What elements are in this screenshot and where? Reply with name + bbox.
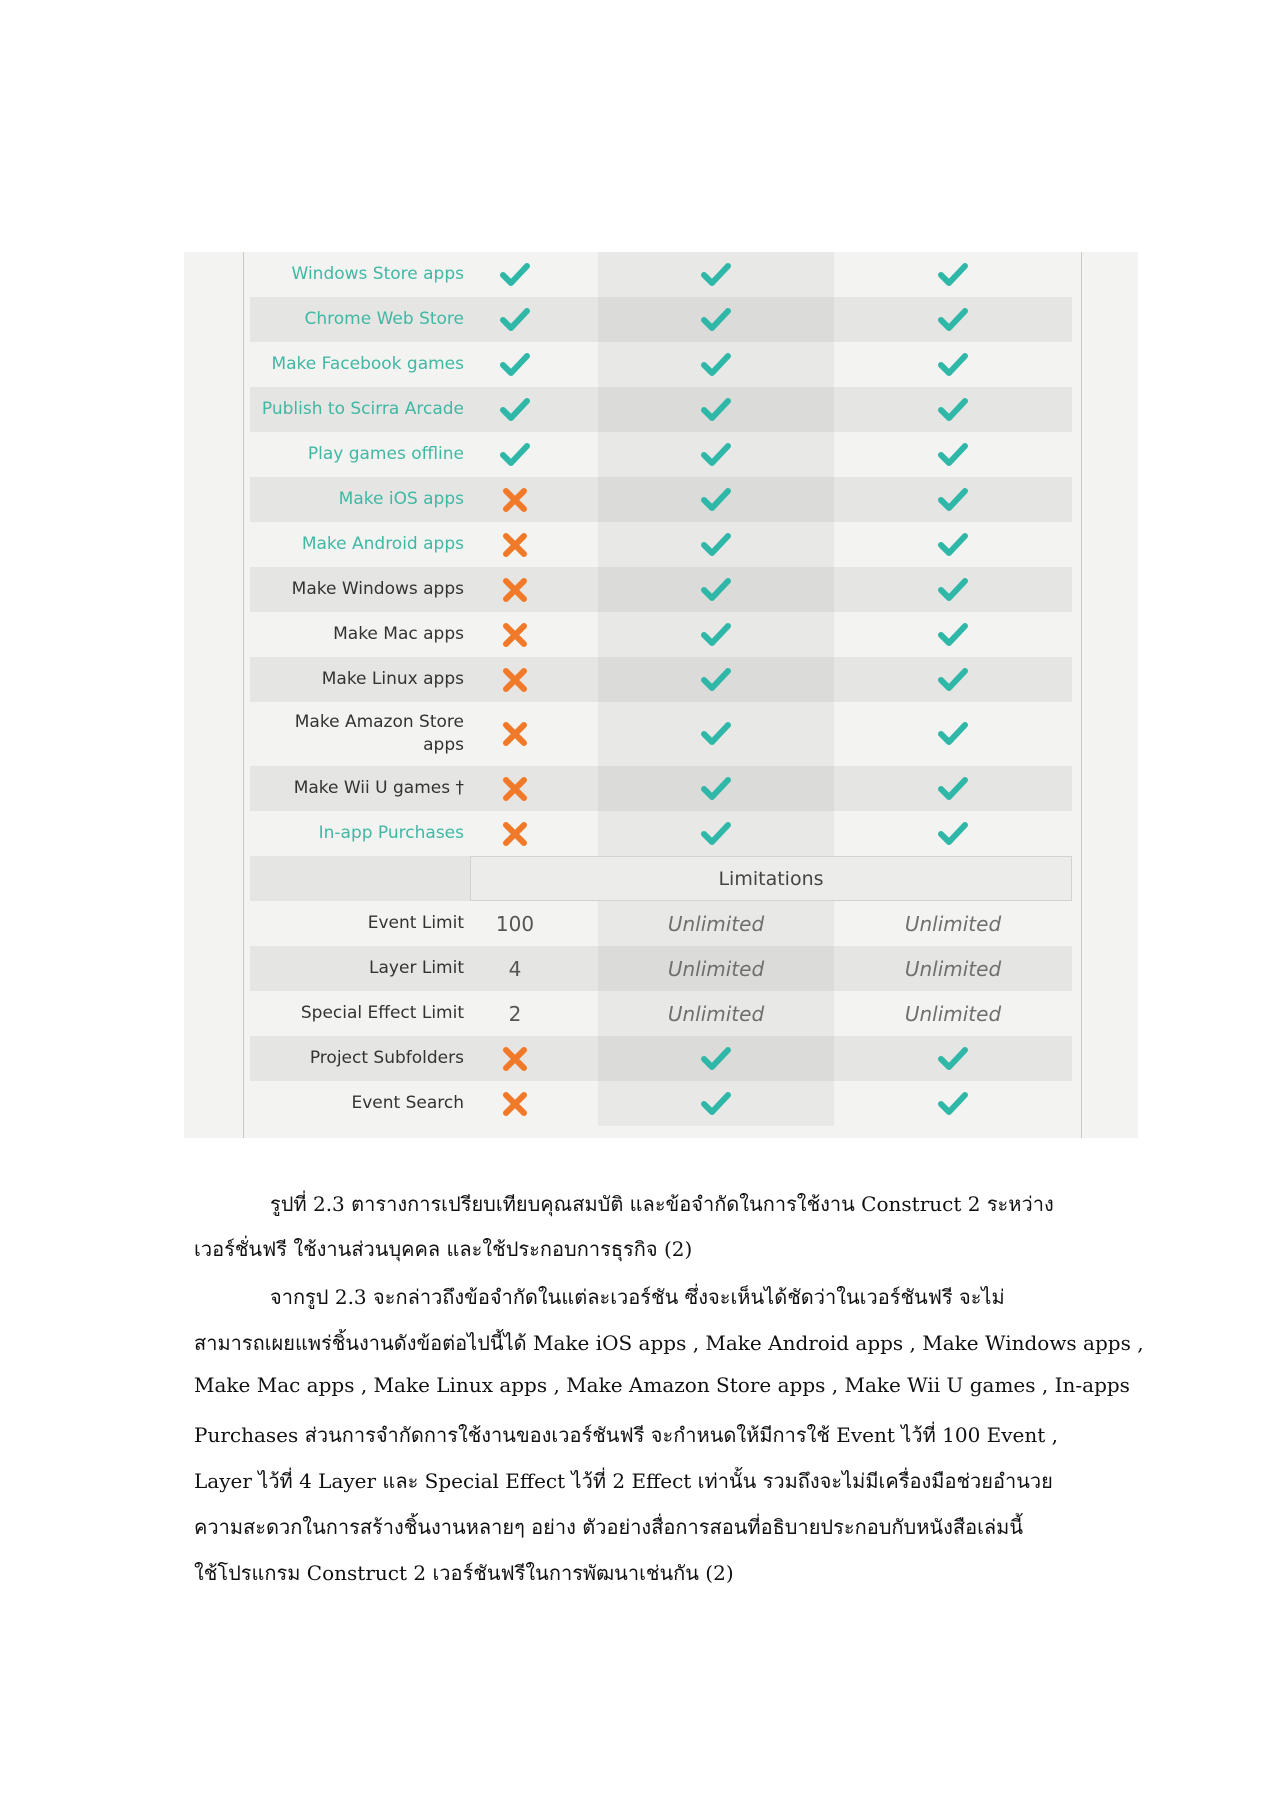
feature-cell-check (598, 1081, 834, 1126)
checkmark-icon (701, 397, 731, 423)
paragraph-line: สามารถเผยแพร่ชิ้นงานดังข้อต่อไปนี้ได้ Make iOS apps , Make Android apps , Make Windows apps , (194, 1331, 1144, 1355)
cross-icon (500, 1091, 530, 1117)
checkmark-icon (938, 821, 968, 847)
feature-cell-cross (488, 811, 542, 856)
feature-row (250, 522, 1072, 567)
feature-cell-cross (488, 567, 542, 612)
checkmark-icon (938, 1091, 968, 1117)
feature-cell-check (488, 387, 542, 432)
feature-cell-cross (488, 522, 542, 567)
feature-cell-check (834, 702, 1072, 766)
checkmark-icon (938, 532, 968, 558)
feature-cell-value: Unlimited (667, 956, 765, 981)
checkmark-icon (500, 352, 530, 378)
feature-label: Make Linux apps (321, 669, 464, 689)
feature-cell-check (834, 657, 1072, 702)
checkmark-icon (701, 776, 731, 802)
feature-cell-check (834, 567, 1072, 612)
paragraph-line: Layer ไว้ที่ 4 Layer และ Special Effect ไว้ที่ 2 Effect เท่านั้น รวมถึงจะไม่มีเครื่องมือช่วยอำนวย (194, 1469, 1053, 1493)
paragraph-line: ความสะดวกในการสร้างชิ้นงานหลายๆ อย่าง ตัวอย่างสื่อการสอนที่อธิบายประกอบกับหนังสือเล่มนี้ (194, 1515, 1024, 1539)
cross-icon (500, 667, 530, 693)
feature-cell-check (488, 252, 542, 297)
checkmark-icon (701, 442, 731, 468)
checkmark-icon (701, 622, 731, 648)
feature-cell-value: 2 (508, 1001, 522, 1026)
cross-icon (500, 821, 530, 847)
checkmark-icon (701, 577, 731, 603)
feature-cell (834, 901, 1072, 946)
feature-row (250, 612, 1072, 657)
feature-cell-check (598, 252, 834, 297)
checkmark-icon (938, 776, 968, 802)
cross-icon (500, 487, 530, 513)
checkmark-icon (701, 352, 731, 378)
feature-row (250, 1036, 1072, 1081)
feature-row (250, 991, 1072, 1036)
feature-cell-check (598, 811, 834, 856)
checkmark-icon (938, 352, 968, 378)
feature-label: Event Search (351, 1093, 464, 1113)
feature-cell-value: Unlimited (904, 956, 1002, 981)
feature-label: Make Facebook games (271, 354, 464, 374)
checkmark-icon (701, 532, 731, 558)
feature-cell-cross (488, 1036, 542, 1081)
feature-cell-check (488, 342, 542, 387)
limitations-header: Limitations (470, 856, 1072, 901)
feature-cell-check (598, 297, 834, 342)
feature-row (250, 657, 1072, 702)
cross-icon (500, 721, 530, 747)
feature-cell-cross (488, 1081, 542, 1126)
feature-cell-check (834, 387, 1072, 432)
checkmark-icon (938, 667, 968, 693)
feature-row (250, 1081, 1072, 1126)
feature-cell-check (488, 432, 542, 477)
feature-cell-check (598, 342, 834, 387)
feature-label: Event Limit (367, 913, 464, 933)
feature-cell-cross (488, 657, 542, 702)
feature-row (250, 702, 1072, 766)
cross-icon (500, 622, 530, 648)
feature-cell (834, 991, 1072, 1036)
feature-row (250, 342, 1072, 387)
feature-cell-check (598, 567, 834, 612)
feature-cell-check (834, 1036, 1072, 1081)
feature-cell (598, 991, 834, 1036)
feature-row (250, 766, 1072, 811)
feature-cell-check (834, 1081, 1072, 1126)
feature-label: Make Android apps (301, 534, 464, 554)
cross-icon (500, 1046, 530, 1072)
feature-cell-check (598, 432, 834, 477)
feature-cell-value: Unlimited (667, 911, 765, 936)
checkmark-icon (938, 622, 968, 648)
checkmark-icon (701, 721, 731, 747)
feature-cell-check (834, 297, 1072, 342)
feature-label: Play games offline (307, 444, 464, 464)
checkmark-icon (938, 577, 968, 603)
feature-label: Make iOS apps (338, 489, 464, 509)
cross-icon (500, 577, 530, 603)
feature-label: Chrome Web Store (304, 309, 464, 329)
checkmark-icon (701, 1091, 731, 1117)
feature-row (250, 901, 1072, 946)
checkmark-icon (938, 1046, 968, 1072)
feature-cell-check (598, 702, 834, 766)
feature-cell-cross (488, 612, 542, 657)
paragraph-line: Purchases ส่วนการจำกัดการใช้งานของเวอร์ชันฟรี จะกำหนดให้มีการใช้ Event ไว้ที่ 100 Event , (194, 1423, 1059, 1447)
feature-cell-check (598, 1036, 834, 1081)
feature-cell-value: Unlimited (904, 911, 1002, 936)
checkmark-icon (701, 487, 731, 513)
feature-cell-value: 100 (495, 911, 535, 936)
checkmark-icon (500, 262, 530, 288)
feature-cell-check (834, 477, 1072, 522)
feature-label: In-app Purchases (318, 823, 464, 843)
feature-row (250, 432, 1072, 477)
checkmark-icon (500, 442, 530, 468)
checkmark-icon (500, 397, 530, 423)
feature-cell-check (834, 766, 1072, 811)
checkmark-icon (938, 262, 968, 288)
feature-cell-value: Unlimited (904, 1001, 1002, 1026)
feature-cell-check (598, 766, 834, 811)
feature-row (250, 252, 1072, 297)
checkmark-icon (938, 442, 968, 468)
feature-label: Make Wii U games † (293, 778, 464, 798)
cross-icon (500, 532, 530, 558)
cross-icon (500, 776, 530, 802)
checkmark-icon (938, 721, 968, 747)
limitations-header-row (250, 856, 1072, 901)
feature-cell-check (834, 432, 1072, 477)
paragraph-line: Make Mac apps , Make Linux apps , Make Amazon Store apps , Make Wii U games , In-apps (194, 1373, 1130, 1397)
feature-label: Make Amazon Store apps (294, 712, 464, 755)
feature-row (250, 567, 1072, 612)
feature-table (250, 252, 1072, 1126)
feature-label: Special Effect Limit (300, 1003, 464, 1023)
paragraph-line: ใช้โปรแกรม Construct 2 เวอร์ชันฟรีในการพัฒนาเช่นกัน (2) (194, 1561, 734, 1585)
feature-cell-check (598, 657, 834, 702)
feature-cell-check (598, 612, 834, 657)
feature-cell-check (598, 477, 834, 522)
feature-cell-cross (488, 477, 542, 522)
feature-comparison-figure (184, 252, 1138, 1138)
caption-line-2: เวอร์ชั่นฟรี ใช้งานส่วนบุคคล และใช้ประกอบการธุรกิจ (2) (194, 1237, 693, 1261)
feature-cell-check (834, 252, 1072, 297)
table-border-right (1081, 252, 1082, 1138)
paragraph-line: จากรูป 2.3 จะกล่าวถึงข้อจำกัดในแต่ละเวอร์ชัน ซึ่งจะเห็นได้ชัดว่าในเวอร์ชันฟรี จะไม่ (270, 1285, 1005, 1309)
feature-cell-value: Unlimited (667, 1001, 765, 1026)
feature-cell-check (834, 612, 1072, 657)
feature-row (250, 387, 1072, 432)
feature-cell (598, 946, 834, 991)
feature-row (250, 477, 1072, 522)
feature-cell-check (834, 811, 1072, 856)
checkmark-icon (938, 487, 968, 513)
feature-label: Layer Limit (369, 958, 464, 978)
feature-label: Make Mac apps (333, 624, 464, 644)
feature-cell-check (488, 297, 542, 342)
feature-label: Publish to Scirra Arcade (261, 399, 464, 419)
checkmark-icon (938, 307, 968, 333)
feature-cell (488, 946, 542, 991)
feature-cell-cross (488, 766, 542, 811)
checkmark-icon (500, 307, 530, 333)
feature-cell (488, 901, 542, 946)
feature-cell (834, 946, 1072, 991)
checkmark-icon (938, 397, 968, 423)
feature-cell-check (598, 522, 834, 567)
feature-row (250, 297, 1072, 342)
checkmark-icon (701, 821, 731, 847)
feature-label: Make Windows apps (291, 579, 464, 599)
feature-cell (598, 901, 834, 946)
feature-cell-check (834, 342, 1072, 387)
feature-row (250, 946, 1072, 991)
feature-cell-value: 4 (508, 956, 522, 981)
table-border-left (243, 252, 244, 1138)
feature-label: Windows Store apps (291, 264, 464, 284)
feature-cell (488, 991, 542, 1036)
caption-line-1: รูปที่ 2.3 ตารางการเปรียบเทียบคุณสมบัติ และข้อจำกัดในการใช้งาน Construct 2 ระหว่าง (270, 1192, 1054, 1216)
checkmark-icon (701, 307, 731, 333)
feature-cell-check (834, 522, 1072, 567)
feature-label: Project Subfolders (309, 1048, 464, 1068)
feature-cell-check (598, 387, 834, 432)
checkmark-icon (701, 262, 731, 288)
feature-cell-cross (488, 702, 542, 766)
checkmark-icon (701, 1046, 731, 1072)
feature-row (250, 811, 1072, 856)
checkmark-icon (701, 667, 731, 693)
